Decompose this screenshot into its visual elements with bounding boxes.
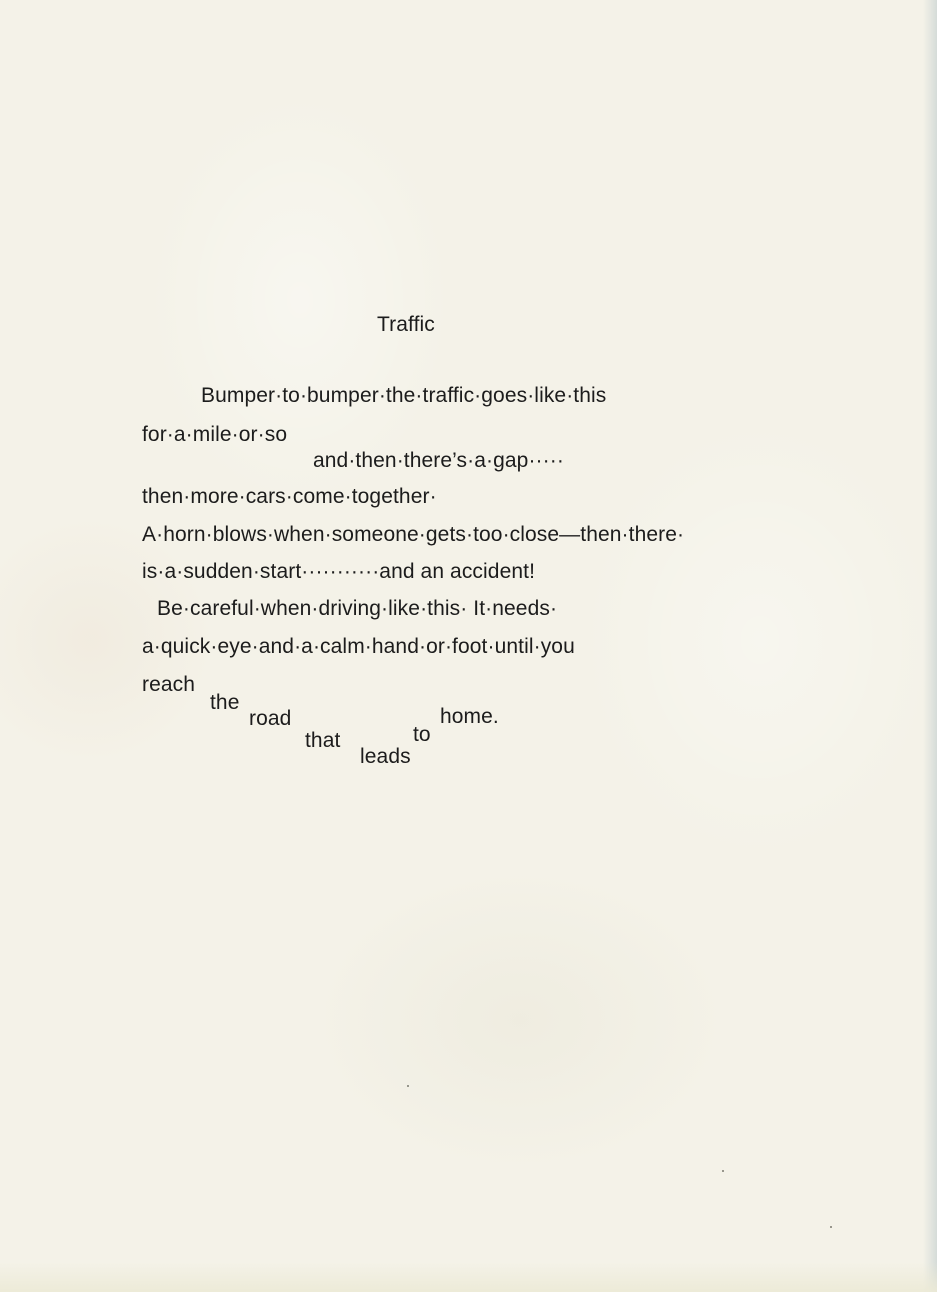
ending-word-road: road bbox=[249, 707, 292, 730]
ending-word-home: home. bbox=[440, 705, 499, 728]
poem-line-3: and·then·there’s·a·gap····· bbox=[313, 449, 564, 472]
paper-speck bbox=[722, 1170, 724, 1172]
poem-line-1: Bumper·to·bumper·the·traffic·goes·like·this bbox=[201, 384, 607, 407]
ending-word-leads: leads bbox=[360, 745, 411, 768]
poem-line-7: Be·careful·when·driving·like·this· It·needs· bbox=[157, 597, 558, 620]
poem-line-2: for·a·mile·or·so bbox=[142, 423, 288, 446]
paper-speck bbox=[830, 1226, 832, 1228]
page-edge-bottom bbox=[0, 1262, 937, 1292]
poem-line-4: then·more·cars·come·together· bbox=[142, 485, 437, 508]
poem-line-5: A·horn·blows·when·someone·gets·too·close—then·there· bbox=[142, 523, 685, 546]
poem-title: Traffic bbox=[377, 313, 435, 336]
ending-word-the: the bbox=[210, 691, 240, 714]
poem-line-6: is·a·sudden·start···········and an accident! bbox=[142, 560, 536, 583]
ending-word-to: to bbox=[413, 723, 431, 746]
page-edge-right bbox=[923, 0, 937, 1292]
ending-word-reach: reach bbox=[142, 673, 196, 696]
poem-line-8: a·quick·eye·and·a·calm·hand·or·foot·until·you bbox=[142, 635, 575, 658]
ending-word-that: that bbox=[305, 729, 341, 752]
paper-speck bbox=[407, 1085, 409, 1087]
